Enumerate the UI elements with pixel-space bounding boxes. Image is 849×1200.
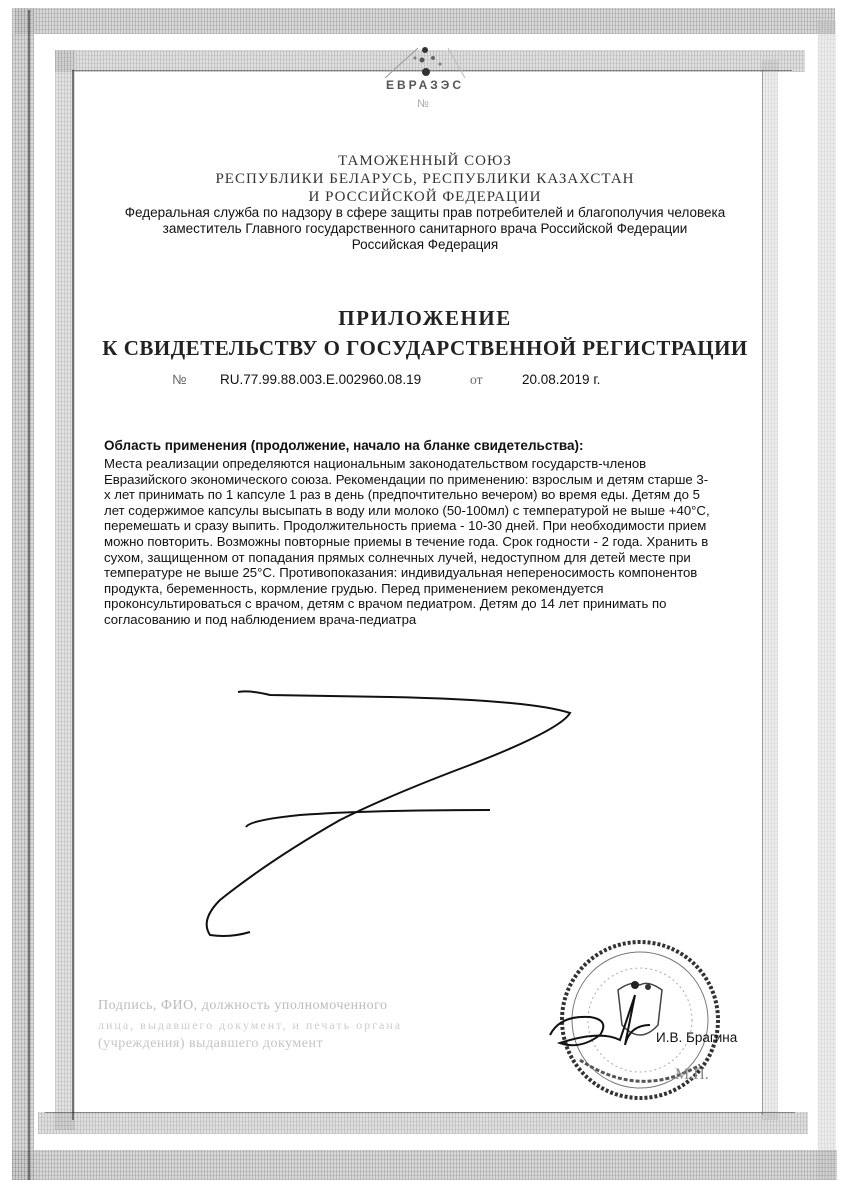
- text-line: сухом, защищенном от попадания прямых солнечных лучей, недоступном для детей месте при: [104, 549, 691, 565]
- text-line: согласованию и под наблюдением врача-педиатра: [104, 611, 417, 627]
- text-line: перемешать и сразу выпить. Продолжительность приема - 10-30 дней. При необходимости прием: [104, 518, 707, 534]
- border-right: [818, 20, 836, 1180]
- cross-out-stroke: [190, 680, 590, 940]
- eurasec-emblem: [370, 28, 480, 118]
- stamp-place-label: М.П.: [675, 1066, 709, 1083]
- text-line: х лет принимать по 1 капсуле 1 раз в день (предпочтительно вечером) во время еды. Детям до 5: [104, 487, 700, 503]
- number-label: №: [172, 372, 187, 387]
- border-line: [28, 10, 30, 1180]
- date-label: от: [470, 372, 483, 387]
- text-line: можно повторить. Возможны повторные приемы в течение года. Срок годности - 2 года. Хранить в: [104, 533, 709, 549]
- scope-text: [104, 456, 784, 628]
- signature-caption-3: (учреждения) выдавшего документ: [98, 1036, 324, 1051]
- text-line: Евразийского экономического союза. Рекомендации по применению: взрослым и детям старше 3-: [104, 471, 709, 487]
- union-line: ТАМОЖЕННЫЙ СОЮЗ: [338, 153, 512, 169]
- text-line: продукта, беременность, кормление грудью. Перед применением рекомендуется: [104, 580, 604, 596]
- emblem-number: №: [417, 98, 433, 110]
- border-line: [45, 1112, 795, 1113]
- union-line: РЕСПУБЛИКИ БЕЛАРУСЬ, РЕСПУБЛИКИ КАЗАХСТАН: [215, 171, 635, 187]
- signer-name: И.В. Брагина: [656, 1030, 738, 1045]
- union-header: [60, 152, 790, 206]
- registration-number: RU.77.99.88.003.Е.002960.08.19: [220, 372, 422, 387]
- signature-caption-1: Подпись, ФИО, должность уполномоченного: [98, 998, 388, 1013]
- emblem-icon: [370, 28, 480, 83]
- agency-line: Российская Федерация: [351, 237, 499, 252]
- text-line: лет содержимое капсулы высыпать в воду или молоко (50-100мл) с температурой не выше +40°С,: [104, 502, 710, 518]
- inner-border-bottom: [38, 1112, 808, 1134]
- emblem-label: ЕВРАЗЭС: [385, 78, 464, 92]
- scope-heading: Область применения (продолжение, начало на бланке свидетельства):: [104, 438, 584, 453]
- signature-caption-2: лица, выдавшего документ, и печать органа: [98, 1018, 403, 1032]
- text-line: проконсультироваться с врачом, детям с врачом педиатром. Детям до 14 лет принимать по: [104, 596, 667, 612]
- agency-line: заместитель Главного государственного санитарного врача Российской Федерации: [162, 221, 688, 236]
- border-left: [12, 8, 34, 1180]
- border-bottom: [12, 1150, 837, 1180]
- agency-line: Федеральная служба по надзору в сфере защиты прав потребителей и благополучия человека: [124, 205, 726, 220]
- registration-date: 20.08.2019 г.: [522, 372, 601, 387]
- text-line: температуре не выше 25°С. Противопоказания: индивидуальная непереносимость компонентов: [104, 565, 698, 581]
- union-line: И РОССИЙСКОЙ ФЕДЕРАЦИИ: [308, 189, 542, 205]
- text-line: Места реализации определяются национальным законодательством государств-членов: [104, 456, 647, 471]
- document-title: ПРИЛОЖЕНИЕ: [338, 306, 512, 330]
- document-subtitle: К СВИДЕТЕЛЬСТВУ О ГОСУДАРСТВЕННОЙ РЕГИСТРАЦИИ: [102, 336, 748, 360]
- agency-header: [60, 205, 790, 253]
